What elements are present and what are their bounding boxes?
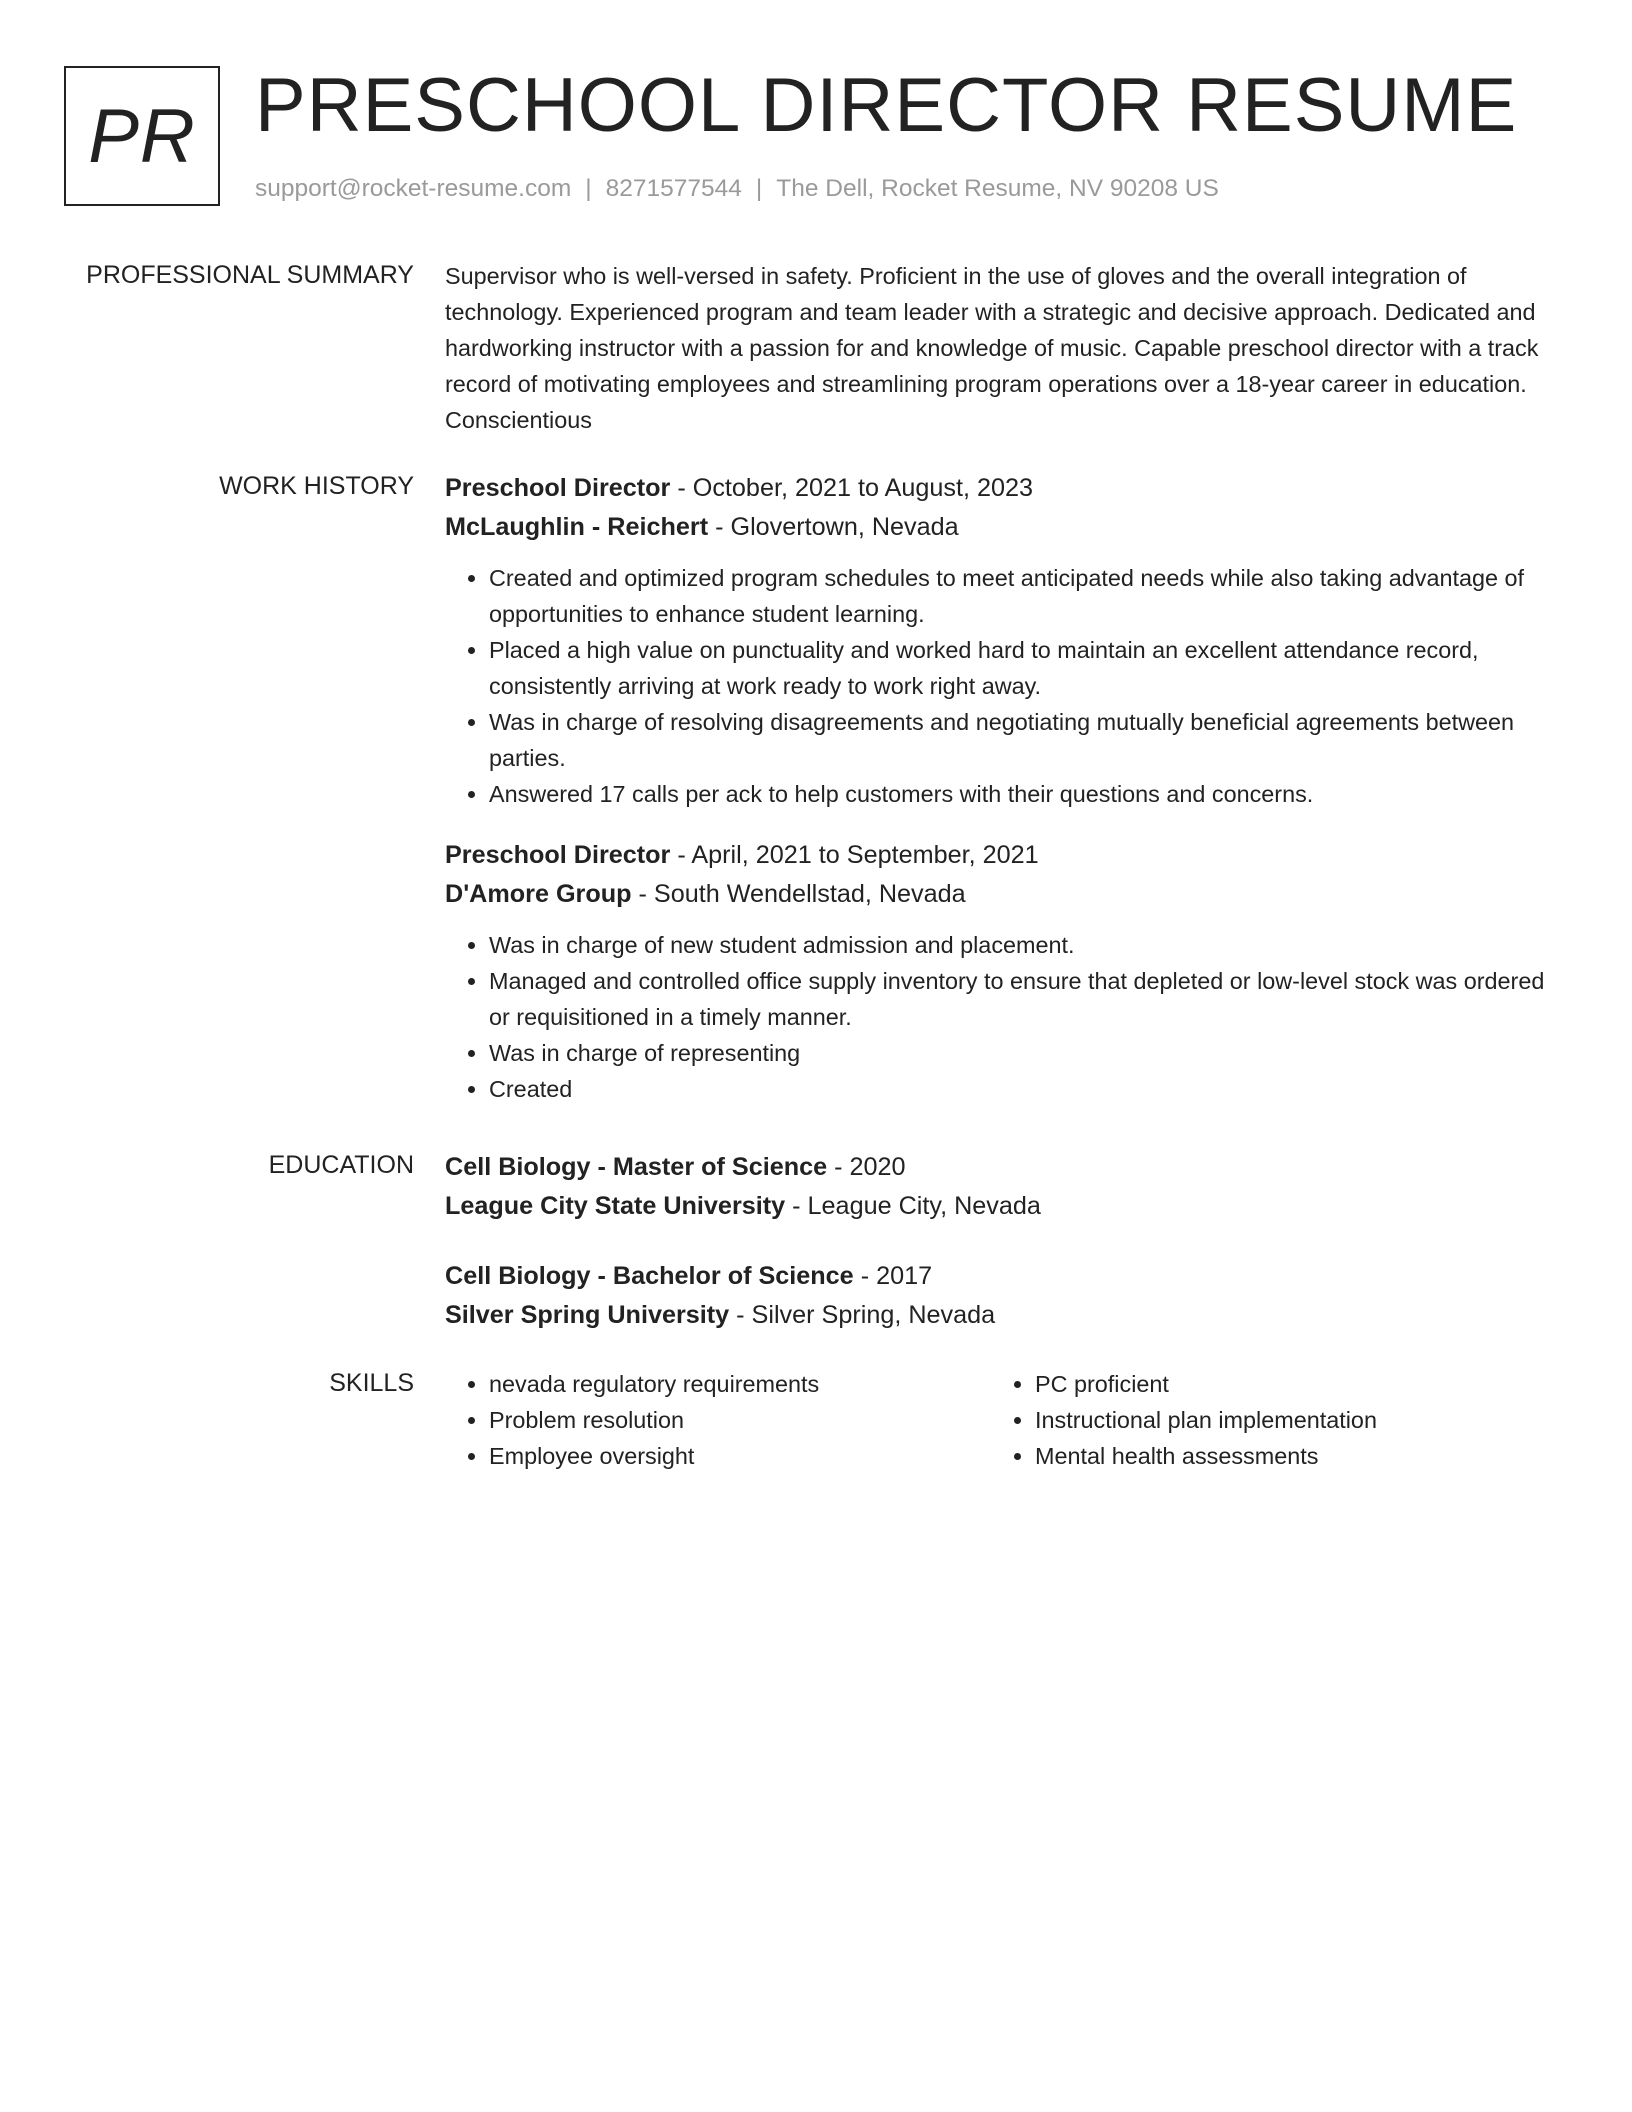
skill-item: • Instructional plan implementation <box>1035 1402 1537 1438</box>
contact-phone: 8271577544 <box>605 175 742 202</box>
skills-list <box>991 1366 1537 1474</box>
contact-separator: | <box>755 175 763 202</box>
skills-columns <box>445 1366 1555 1474</box>
resume-header <box>64 63 1568 211</box>
skill-item: • Mental health assessments <box>1035 1438 1537 1474</box>
job-bullets <box>445 560 1555 812</box>
contact-separator: | <box>585 175 592 202</box>
school-line <box>445 1187 1555 1226</box>
degree-line <box>445 1257 1555 1296</box>
list-item: • Created <box>489 1071 1555 1107</box>
degree-year: - 2017 <box>853 1262 933 1290</box>
job-company: McLaughlin - Reichert <box>445 513 709 541</box>
page-title: PRESCHOOL DIRECTOR RESUME <box>255 63 1518 148</box>
job-dates: - October, 2021 to August, 2023 <box>670 474 1034 502</box>
job-entry <box>445 469 1555 812</box>
school-name: Silver Spring University <box>445 1301 730 1329</box>
list-item: • Managed and controlled office supply inventory to ensure that depleted or low-level stock was ordered or requisitioned in a timely manner. <box>489 963 1555 1035</box>
section-heading-education: EDUCATION <box>268 1151 414 1179</box>
skill-item: • nevada regulatory requirements <box>489 1366 991 1402</box>
list-item: • Was in charge of resolving disagreements and negotiating mutually beneficial agreements between parties. <box>489 704 1555 776</box>
school-name: League City State University <box>445 1192 786 1220</box>
job-title-line <box>445 469 1555 508</box>
job-title: Preschool Director <box>445 841 671 869</box>
skill-item: • Employee oversight <box>489 1438 991 1474</box>
job-title-line <box>445 836 1555 875</box>
job-dates: - April, 2021 to September, 2021 <box>670 841 1039 869</box>
degree-name: Cell Biology - Master of Science <box>445 1153 828 1181</box>
list-item: • Was in charge of representing <box>489 1035 1555 1071</box>
list-item: • Answered 17 calls per ack to help customers with their questions and concerns. <box>489 776 1555 812</box>
job-company: D'Amore Group <box>445 880 632 908</box>
job-company-line <box>445 508 1555 547</box>
skill-item: • PC proficient <box>1035 1366 1537 1402</box>
job-bullets <box>445 927 1555 1107</box>
degree-year: - 2020 <box>827 1153 906 1181</box>
list-item: • Was in charge of new student admission and placement. <box>489 927 1555 963</box>
list-item: • Created and optimized program schedules to meet anticipated needs while also taking advantage of opportunities to enhance student learning. <box>489 560 1555 632</box>
job-entry <box>445 836 1555 1107</box>
work-history-body <box>445 469 1555 1131</box>
section-heading-work-history: WORK HISTORY <box>219 472 414 500</box>
skill-item: • Problem resolution <box>489 1402 991 1438</box>
degree-line <box>445 1148 1555 1187</box>
education-entry <box>445 1148 1555 1226</box>
skills-column-left <box>445 1366 991 1474</box>
skills-body <box>445 1366 1555 1474</box>
skills-column-right <box>991 1366 1537 1474</box>
summary-text: Supervisor who is well-versed in safety. Proficient in the use of gloves and the overall integration of technology. Experienced program and team leader with a strategic and decisive approach. Dedicated and hardworking instructor with a passion for and knowledge of music. Capable preschool director with a track record of motivating employees and streamlining program operations over a 18-year career in education. Conscientious <box>445 263 1539 433</box>
skills-list <box>445 1366 991 1474</box>
list-item: • Placed a high value on punctuality and worked hard to maintain an excellent attendance record, consistently arriving at work ready to work right away. <box>489 632 1555 704</box>
job-location: - South Wendellstad, Nevada <box>631 880 966 908</box>
contact-address: The Dell, Rocket Resume, NV 90208 US <box>776 175 1219 202</box>
school-line <box>445 1296 1555 1335</box>
education-entry <box>445 1257 1555 1335</box>
school-location: - Silver Spring, Nevada <box>729 1301 996 1329</box>
section-heading-summary: PROFESSIONAL SUMMARY <box>86 261 414 289</box>
school-location: - League City, Nevada <box>785 1192 1041 1220</box>
contact-email: support@rocket-resume.com <box>255 175 572 202</box>
section-heading-skills: SKILLS <box>329 1369 414 1397</box>
degree-name: Cell Biology - Bachelor of Science <box>445 1262 854 1290</box>
job-title: Preschool Director <box>445 474 671 502</box>
summary-body <box>445 258 1555 438</box>
job-company-line <box>445 875 1555 914</box>
contact-line <box>255 173 1219 205</box>
job-location: - Glovertown, Nevada <box>708 513 959 541</box>
education-body <box>445 1148 1555 1359</box>
monogram-logo: PR <box>64 66 220 206</box>
